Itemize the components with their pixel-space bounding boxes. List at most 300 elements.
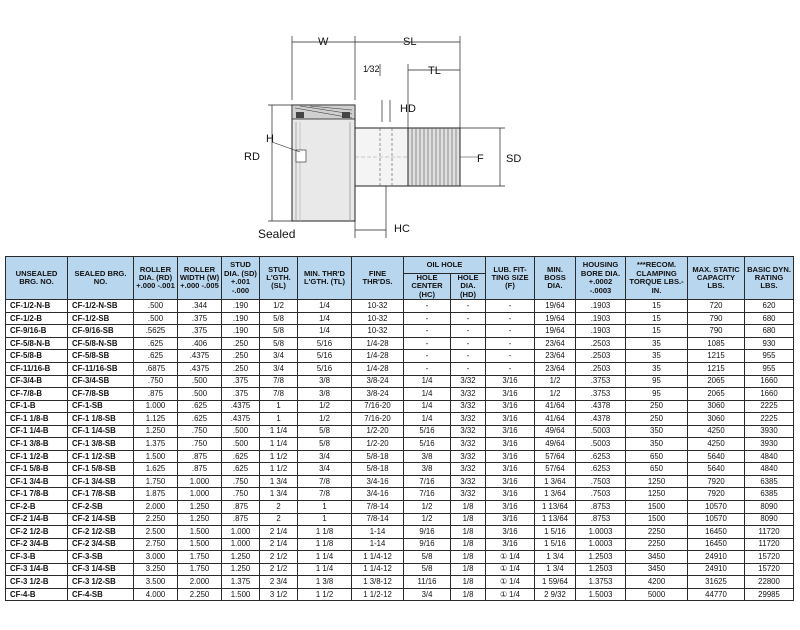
table-cell: 1.750 (178, 563, 222, 576)
table-cell: 3/4-16 (352, 488, 404, 501)
table-cell: CF-9/16-B (6, 325, 68, 338)
table-cell: 3/32 (451, 475, 486, 488)
table-cell: CF-5/8-SB (68, 350, 134, 363)
table-cell: .375 (178, 325, 222, 338)
table-cell: 1 1/4 (298, 563, 352, 576)
table-cell: CF-1 5/8-SB (68, 463, 134, 476)
table-cell: 1.375 (134, 438, 178, 451)
table-cell: 3/4 (298, 463, 352, 476)
table-cell: 1/4 (298, 325, 352, 338)
table-cell: CF-1 3/8-SB (68, 438, 134, 451)
table-cell: 1 1/4 (260, 425, 298, 438)
table-cell: 1.375 (222, 576, 260, 589)
table-cell: 2.500 (134, 526, 178, 539)
table-cell: 1.250 (222, 563, 260, 576)
table-cell: 3450 (626, 551, 688, 564)
table-cell: 16450 (688, 526, 745, 539)
table-cell: 3/16 (486, 375, 535, 388)
table-cell: 1/2 (404, 513, 451, 526)
table-cell: 1 1/2 (260, 463, 298, 476)
table-cell: 1/8 (451, 526, 486, 539)
dim-sl-label: SL (403, 36, 417, 48)
table-cell: 19/64 (535, 325, 576, 338)
table-cell: 1.3753 (576, 576, 626, 589)
table-cell: CF-3/4-B (6, 375, 68, 388)
table-cell: 3/16 (486, 488, 535, 501)
table-cell: 3.250 (134, 563, 178, 576)
table-cell: 650 (626, 450, 688, 463)
table-cell: 1660 (745, 388, 794, 401)
table-cell: 3/16 (486, 500, 535, 513)
table-cell: CF-1 1/4-SB (68, 425, 134, 438)
table-cell: 1.750 (134, 475, 178, 488)
table-cell: 5/8 (404, 551, 451, 564)
table-cell: 2 1/4 (260, 526, 298, 539)
table-cell: 7/8 (298, 475, 352, 488)
table-cell: CF-1 3/8-B (6, 438, 68, 451)
table-cell: 35 (626, 362, 688, 375)
table-cell: 790 (688, 312, 745, 325)
table-cell: - (486, 325, 535, 338)
table-cell: 1 3/64 (535, 488, 576, 501)
table-cell: .500 (178, 375, 222, 388)
table-row (6, 500, 794, 513)
table-cell: - (486, 300, 535, 313)
table-cell: CF-3 1/4-B (6, 563, 68, 576)
table-cell: 3/16 (486, 450, 535, 463)
table-cell: - (451, 362, 486, 375)
table-cell: 19/64 (535, 312, 576, 325)
table-cell: 7920 (688, 488, 745, 501)
table-cell: - (404, 312, 451, 325)
table-cell: 1 3/8-12 (352, 576, 404, 589)
table-row (6, 513, 794, 526)
table-cell: 1.000 (134, 400, 178, 413)
table-cell: 1.750 (178, 551, 222, 564)
table-cell: 3/8 (404, 450, 451, 463)
table-cell: - (451, 337, 486, 350)
table-cell: CF-3 1/4-SB (68, 563, 134, 576)
table-cell: 1085 (688, 337, 745, 350)
table-cell: 2065 (688, 388, 745, 401)
table-cell: ① 1/4 (486, 563, 535, 576)
table-cell: 3/32 (451, 438, 486, 451)
table-cell: 2225 (745, 400, 794, 413)
table-cell: 1/4-28 (352, 350, 404, 363)
table-cell: CF-2 1/4-B (6, 513, 68, 526)
table-cell: 250 (626, 400, 688, 413)
table-row (6, 475, 794, 488)
table-row (6, 337, 794, 350)
col-header-fine-threads: FINE THR'DS. (352, 257, 404, 300)
table-cell: 1 1/8 (298, 538, 352, 551)
table-cell: 9/16 (404, 526, 451, 539)
table-cell: .8753 (576, 500, 626, 513)
table-cell: 1 3/4 (260, 475, 298, 488)
table-cell: 1215 (688, 350, 745, 363)
table-cell: 1.000 (178, 475, 222, 488)
table-cell: .625 (134, 350, 178, 363)
table-row (6, 413, 794, 426)
table-cell: .375 (222, 388, 260, 401)
table-cell: 1-14 (352, 538, 404, 551)
table-cell: CF-1/2-B (6, 312, 68, 325)
table-cell: 2.750 (134, 538, 178, 551)
table-row (6, 576, 794, 589)
col-header-static-capacity: MAX. STATIC CAPACITY LBS. (688, 257, 745, 300)
table-cell: 1250 (626, 488, 688, 501)
table-cell: 3.000 (134, 551, 178, 564)
table-cell: 1/2 (404, 500, 451, 513)
table-cell: .750 (178, 425, 222, 438)
table-cell: 3/16 (486, 526, 535, 539)
table-cell: .7503 (576, 475, 626, 488)
col-header-stud-dia: STUD DIA. (SD) +.001 -.000 (222, 257, 260, 300)
table-cell: CF-2 1/2-SB (68, 526, 134, 539)
sealed-caption: Sealed (258, 227, 296, 241)
table-cell: .190 (222, 325, 260, 338)
table-row (6, 588, 794, 601)
table-row (6, 325, 794, 338)
table-cell: 4250 (688, 438, 745, 451)
table-cell: 1.500 (178, 538, 222, 551)
table-cell: 7920 (688, 475, 745, 488)
table-cell: .875 (178, 450, 222, 463)
table-cell: 2250 (626, 538, 688, 551)
table-row (6, 538, 794, 551)
table-cell: 1 1/8 (298, 526, 352, 539)
dim-h-label: H (266, 133, 274, 145)
table-cell: 2065 (688, 375, 745, 388)
table-cell: 3/16 (486, 463, 535, 476)
table-cell: 3/8-24 (352, 375, 404, 388)
table-cell: .344 (178, 300, 222, 313)
table-cell: 1.125 (134, 413, 178, 426)
table-cell: .625 (222, 463, 260, 476)
table-cell: .1903 (576, 312, 626, 325)
table-cell: .190 (222, 312, 260, 325)
table-cell: 15 (626, 300, 688, 313)
table-cell: 1/4 (298, 300, 352, 313)
table-cell: CF-1 7/8-SB (68, 488, 134, 501)
table-cell: 15 (626, 312, 688, 325)
table-cell: 5640 (688, 463, 745, 476)
table-cell: 95 (626, 375, 688, 388)
table-cell: 41/64 (535, 413, 576, 426)
table-row (6, 450, 794, 463)
table-cell: 4840 (745, 450, 794, 463)
table-cell: CF-2 1/4-SB (68, 513, 134, 526)
table-cell: 3/16 (486, 400, 535, 413)
table-cell: CF-3-SB (68, 551, 134, 564)
table-cell: 2.000 (178, 576, 222, 589)
table-cell: 2 9/32 (535, 588, 576, 601)
table-cell: 49/64 (535, 438, 576, 451)
table-cell: 3/32 (451, 425, 486, 438)
table-cell: 7/16 (404, 488, 451, 501)
table-cell: 57/64 (535, 450, 576, 463)
table-cell: 1 1/4-12 (352, 551, 404, 564)
table-cell: CF-11/16-B (6, 362, 68, 375)
col-header-hole-dia: HOLE DIA. (HD) (451, 274, 486, 300)
table-cell: .625 (134, 337, 178, 350)
table-cell: 10570 (688, 513, 745, 526)
table-cell: 7/8 (298, 488, 352, 501)
table-cell: 5/8 (260, 325, 298, 338)
table-cell: 1 1/2 (260, 450, 298, 463)
specifications-table (5, 256, 794, 601)
table-cell: 3/32 (451, 375, 486, 388)
table-cell: 1 3/64 (535, 475, 576, 488)
table-cell: 1.250 (222, 551, 260, 564)
table-cell: 1/2 (298, 413, 352, 426)
table-cell: 720 (688, 300, 745, 313)
table-cell: 9/16 (404, 538, 451, 551)
table-cell: 1/8 (451, 576, 486, 589)
table-cell: .625 (178, 400, 222, 413)
table-cell: 10-32 (352, 312, 404, 325)
table-row (6, 388, 794, 401)
table-cell: CF-7/8-B (6, 388, 68, 401)
table-cell: 22800 (745, 576, 794, 589)
table-cell: CF-3-B (6, 551, 68, 564)
table-cell: 1/2-20 (352, 425, 404, 438)
col-header-unsealed: UNSEALED BRG. NO. (6, 257, 68, 300)
table-cell: 11720 (745, 526, 794, 539)
table-cell: - (486, 350, 535, 363)
table-cell: 10570 (688, 500, 745, 513)
table-cell: 3/32 (451, 400, 486, 413)
table-cell: CF-4-SB (68, 588, 134, 601)
table-cell: CF-1 1/4-B (6, 425, 68, 438)
table-cell: CF-1 1/8-B (6, 413, 68, 426)
table-cell: 1/2 (260, 300, 298, 313)
table-cell: 3/16 (486, 388, 535, 401)
dim-hd-label: HD (400, 103, 416, 115)
table-cell: 6385 (745, 475, 794, 488)
table-cell: 1/2 (298, 400, 352, 413)
table-cell: 680 (745, 325, 794, 338)
table-cell: 1 5/16 (535, 538, 576, 551)
specifications-table-body (6, 300, 794, 601)
table-cell: 7/8 (260, 375, 298, 388)
table-cell: 15 (626, 325, 688, 338)
table-row (6, 425, 794, 438)
table-cell: 2 (260, 513, 298, 526)
table-cell: - (451, 325, 486, 338)
table-cell: 4250 (688, 425, 745, 438)
table-cell: - (486, 312, 535, 325)
table-cell: - (404, 300, 451, 313)
table-cell: 5640 (688, 450, 745, 463)
table-cell: 1.250 (178, 500, 222, 513)
col-header-roller-dia: ROLLER DIA. (RD) +.000 -.001 (134, 257, 178, 300)
table-cell: 1/2 (535, 388, 576, 401)
table-cell: .875 (222, 500, 260, 513)
table-cell: - (404, 362, 451, 375)
table-cell: 1 3/8 (298, 576, 352, 589)
table-cell: CF-1 5/8-B (6, 463, 68, 476)
table-cell: 1215 (688, 362, 745, 375)
table-cell: 1.000 (178, 488, 222, 501)
table-cell: .406 (178, 337, 222, 350)
table-cell: CF-4-B (6, 588, 68, 601)
table-cell: 1.000 (222, 538, 260, 551)
table-cell: .190 (222, 300, 260, 313)
table-cell: CF-9/16-SB (68, 325, 134, 338)
table-cell: 1/8 (451, 588, 486, 601)
table-cell: .250 (222, 337, 260, 350)
table-cell: .1903 (576, 300, 626, 313)
table-cell: .4375 (178, 362, 222, 375)
table-cell: 3/4 (260, 350, 298, 363)
table-cell: 29985 (745, 588, 794, 601)
table-cell: 1.875 (134, 488, 178, 501)
table-cell: 3/16 (486, 513, 535, 526)
table-cell: 16450 (688, 538, 745, 551)
table-cell: ① 1/4 (486, 588, 535, 601)
table-cell: CF-1 3/4-B (6, 475, 68, 488)
table-cell: .250 (222, 350, 260, 363)
table-cell: 19/64 (535, 300, 576, 313)
table-cell: 1/4 (404, 413, 451, 426)
table-cell: 1/8 (451, 551, 486, 564)
table-cell: .625 (222, 450, 260, 463)
table-cell: 3/8 (404, 463, 451, 476)
table-cell: 5/16 (298, 350, 352, 363)
table-cell: 1.5003 (576, 588, 626, 601)
table-cell: CF-5/8-B (6, 350, 68, 363)
table-cell: ① 1/4 (486, 551, 535, 564)
table-cell: 3/16 (486, 538, 535, 551)
table-cell: .625 (178, 413, 222, 426)
table-cell: CF-1 1/2-SB (68, 450, 134, 463)
table-cell: 1 (260, 400, 298, 413)
table-cell: 650 (626, 463, 688, 476)
table-cell: CF-1/2-N-SB (68, 300, 134, 313)
table-cell: 1.2503 (576, 551, 626, 564)
table-cell: .4378 (576, 400, 626, 413)
table-cell: CF-2-B (6, 500, 68, 513)
table-cell: 1/8 (451, 513, 486, 526)
table-cell: 955 (745, 350, 794, 363)
table-cell: 3/16 (486, 438, 535, 451)
table-cell: 1 5/16 (535, 526, 576, 539)
table-cell: 3930 (745, 438, 794, 451)
table-cell: 5/8 (260, 337, 298, 350)
table-cell: 1.250 (178, 513, 222, 526)
table-cell: 1 3/4 (260, 488, 298, 501)
col-header-lub-fitting: LUB. FIT- TING SIZE (F) (486, 257, 535, 300)
table-cell: 15720 (745, 563, 794, 576)
table-cell: 95 (626, 388, 688, 401)
table-cell: 2 3/4 (260, 576, 298, 589)
table-cell: .500 (222, 438, 260, 451)
table-cell: 5/8 (404, 563, 451, 576)
table-cell: 3/32 (451, 488, 486, 501)
table-cell: .5003 (576, 438, 626, 451)
table-cell: 1 1/4-12 (352, 563, 404, 576)
table-row (6, 375, 794, 388)
table-cell: ① 1/4 (486, 576, 535, 589)
table-cell: 1 (260, 413, 298, 426)
table-cell: .375 (222, 375, 260, 388)
table-cell: 1/8 (451, 500, 486, 513)
table-cell: 35 (626, 350, 688, 363)
table-cell: 2 (260, 500, 298, 513)
table-cell: 1 (298, 500, 352, 513)
table-cell: 1 3/4 (535, 563, 576, 576)
table-cell: .3753 (576, 388, 626, 401)
table-cell: .750 (222, 488, 260, 501)
table-cell: 1.500 (222, 588, 260, 601)
table-cell: 3/4 (298, 450, 352, 463)
table-cell: 1/4-28 (352, 362, 404, 375)
table-cell: 5/8 (298, 425, 352, 438)
table-cell: 8090 (745, 500, 794, 513)
table-cell: 1250 (626, 475, 688, 488)
table-cell: CF-3/4-SB (68, 375, 134, 388)
table-cell: .8753 (576, 513, 626, 526)
table-cell: 1/2-20 (352, 438, 404, 451)
table-cell: 1 3/4 (535, 551, 576, 564)
dim-fraction-label: 1⁄32 (363, 64, 380, 74)
table-cell: 11720 (745, 538, 794, 551)
table-cell: 3/4 (260, 362, 298, 375)
table-cell: 3/32 (451, 413, 486, 426)
table-row (6, 300, 794, 313)
table-cell: 790 (688, 325, 745, 338)
table-cell: 3/8 (298, 375, 352, 388)
col-header-stud-length: STUD L'GTH. (SL) (260, 257, 298, 300)
table-cell: 1/4-28 (352, 337, 404, 350)
table-row (6, 526, 794, 539)
table-cell: .875 (134, 388, 178, 401)
table-cell: .500 (134, 312, 178, 325)
table-cell: .4375 (178, 350, 222, 363)
table-cell: 3930 (745, 425, 794, 438)
table-cell: 3/16 (486, 413, 535, 426)
table-cell: 1 1/4 (298, 551, 352, 564)
col-header-clamping-torque: ***RECOM. CLAMPING TORQUE LBS.- IN. (626, 257, 688, 300)
table-row (6, 312, 794, 325)
table-cell: CF-3 1/2-SB (68, 576, 134, 589)
table-cell: 6385 (745, 488, 794, 501)
table-cell: 5/16 (404, 438, 451, 451)
col-header-hole-center: HOLE CENTER (HC) (404, 274, 451, 300)
table-cell: 1.2503 (576, 563, 626, 576)
table-cell: .6253 (576, 450, 626, 463)
table-cell: 1.500 (134, 450, 178, 463)
table-cell: .375 (178, 312, 222, 325)
table-cell: CF-2 3/4-B (6, 538, 68, 551)
col-header-dynamic-rating: BASIC DYN. RATING LBS. (745, 257, 794, 300)
table-cell: 35 (626, 337, 688, 350)
dim-rd-label: RD (244, 151, 260, 163)
table-cell: 3/16 (486, 425, 535, 438)
table-cell: 10-32 (352, 325, 404, 338)
table-cell: 2.250 (178, 588, 222, 601)
table-cell: .2503 (576, 350, 626, 363)
table-cell: 5/8-18 (352, 450, 404, 463)
table-row (6, 400, 794, 413)
table-cell: CF-1 3/4-SB (68, 475, 134, 488)
table-cell: 4840 (745, 463, 794, 476)
table-cell: 2 1/4 (260, 538, 298, 551)
table-cell: .250 (222, 362, 260, 375)
table-cell: 1/4 (404, 400, 451, 413)
table-cell: 11/16 (404, 576, 451, 589)
